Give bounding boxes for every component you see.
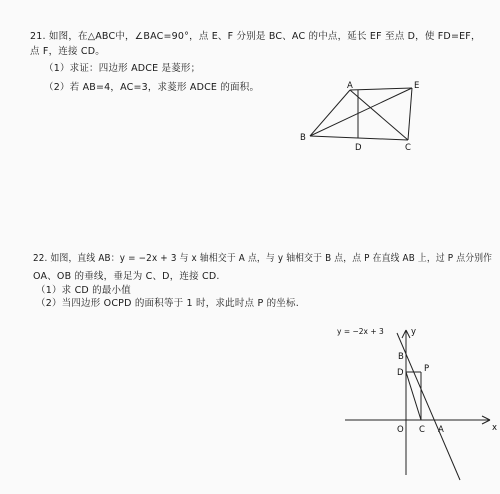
q21-label-B: B <box>300 133 306 143</box>
q21-label-D: D <box>355 143 362 153</box>
q22-part-1: （1）求 CD 的最小值 <box>36 285 131 296</box>
q21-line-1: 21. 如图，在△ABC中，∠BAC=90°，点 E、F 分别是 BC、AC 的中点，延长 EF 至点 D，使 FD=EF， <box>30 31 481 42</box>
q21-figure <box>290 80 440 160</box>
q22-line-1: 22. 如图，直线 AB：y = −2x + 3 与 x 轴相交于 A 点，与 y 轴相交于 B 点，点 P 在直线 AB 上，过 P 点分别作 <box>33 253 493 264</box>
q21-segment-BA <box>310 90 350 136</box>
q22-label-A: A <box>438 425 444 435</box>
q21-line-2: 点 F，连接 CD。 <box>30 46 105 57</box>
q22-y-arrow-left <box>402 330 406 338</box>
q22-label-y: y <box>411 327 417 337</box>
q22-label-D: D <box>397 368 404 378</box>
q21-label-C: C <box>405 143 411 153</box>
q22-x-arrow-lower <box>482 420 490 424</box>
q22-segment-CD <box>406 372 421 420</box>
q21-part-1: （1）求证：四边形 ADCE 是菱形； <box>44 63 201 74</box>
q22-label-B: B <box>398 352 404 362</box>
q21-label-A: A <box>347 81 353 91</box>
q22-part-2: （2）当四边形 OCPD 的面积等于 1 时，求此时点 P 的坐标. <box>36 298 299 309</box>
q22-label-O: O <box>397 425 404 435</box>
q21-segment-AE <box>350 88 412 90</box>
q22-label-P: P <box>424 364 430 374</box>
q22-figure <box>335 325 500 485</box>
q21-segment-EC <box>408 88 412 140</box>
q21-segment-AC <box>350 90 408 140</box>
q21-label-E: E <box>414 81 420 91</box>
q22-equation-label: y = −2x + 3 <box>337 327 384 336</box>
q22-label-C: C <box>419 425 425 435</box>
q21-segment-BE <box>310 88 412 136</box>
q21-part-2: （2）若 AB=4，AC=3，求菱形 ADCE 的面积。 <box>44 82 260 93</box>
q22-line-2: OA、OB 的垂线，垂足为 C、D，连接 CD. <box>33 271 220 282</box>
q22-label-x: x <box>492 423 498 433</box>
q22-x-arrow-upper <box>482 416 490 420</box>
q22-y-arrow-right <box>406 330 410 338</box>
q21-segment-BC <box>310 136 408 140</box>
